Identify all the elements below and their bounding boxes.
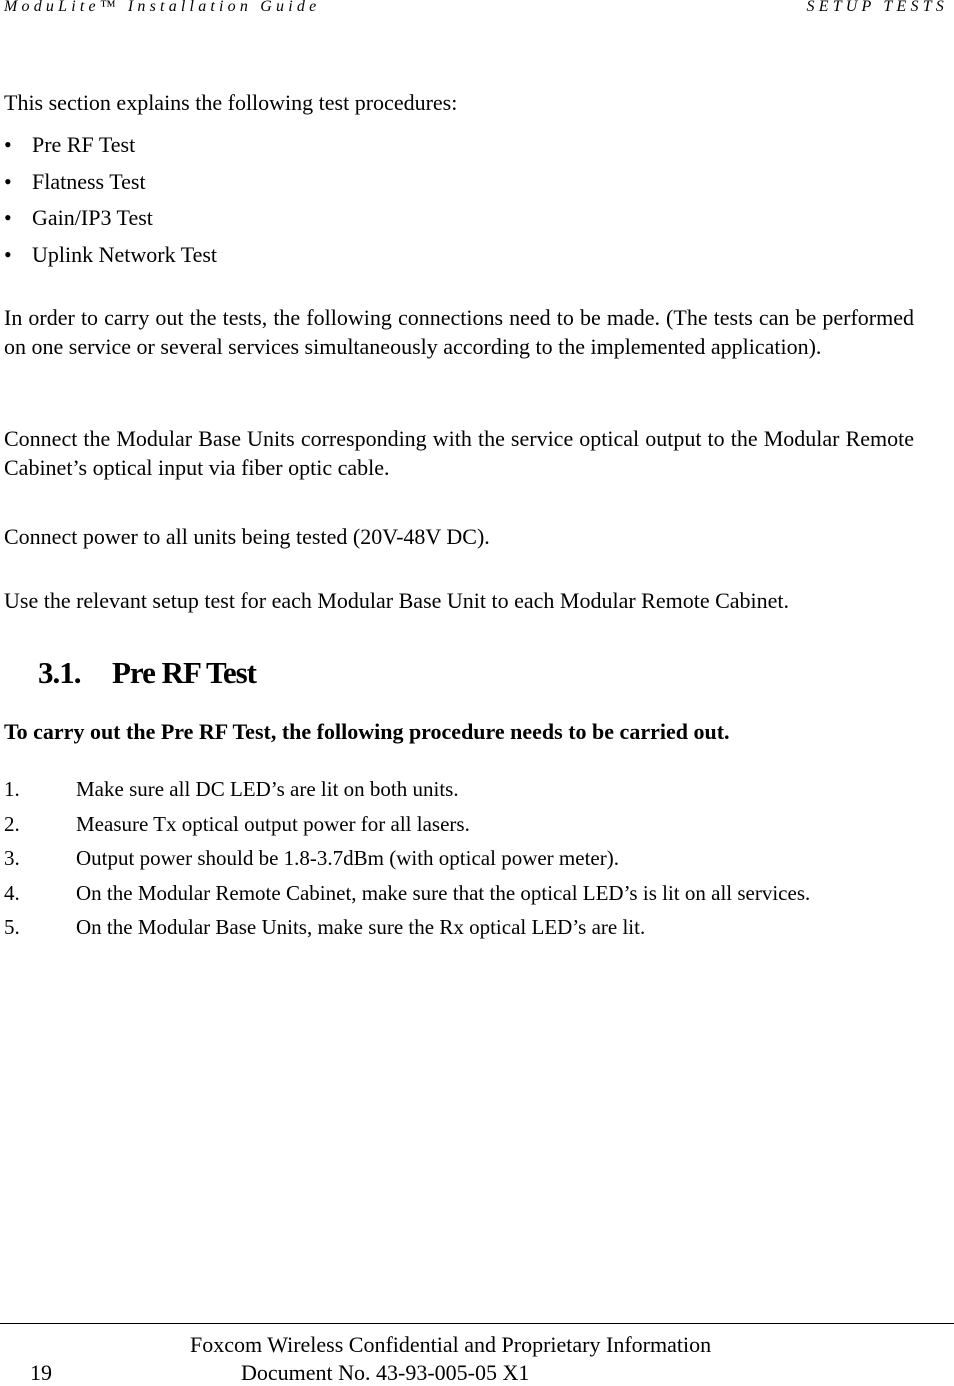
list-item bbox=[4, 844, 810, 879]
setup-paragraph: Use the relevant setup test for each Modular Base Unit to each Modular Remote Cabinet. bbox=[4, 588, 790, 613]
list-item bbox=[4, 810, 810, 845]
bullet-icon: • bbox=[4, 205, 12, 230]
procedure-lead: To carry out the Pre RF Test, the following procedure needs to be carried out. bbox=[4, 719, 730, 744]
bullet-icon: • bbox=[4, 168, 12, 194]
list-item bbox=[4, 130, 217, 167]
header-chapter-title: SETUP TESTS bbox=[806, 0, 948, 15]
bullet-icon: • bbox=[4, 241, 12, 267]
test-name: Flatness Test bbox=[32, 168, 146, 194]
step-text: On the Modular Base Units, make sure the Rx optical LED’s are lit. bbox=[76, 915, 646, 940]
power-paragraph: Connect power to all units being tested (20V-48V DC). bbox=[4, 524, 490, 549]
footer-divider bbox=[0, 1323, 954, 1324]
section-title: Pre RF Test bbox=[112, 655, 256, 690]
list-item bbox=[4, 913, 810, 948]
connections-paragraph: In order to carry out the tests, the following connections need to be made. (The tests can be performed on one service or several services simultaneously according to the implemented application). bbox=[4, 305, 914, 359]
list-item bbox=[4, 167, 217, 204]
list-item bbox=[4, 775, 810, 810]
step-text: On the Modular Remote Cabinet, make sure that the optical LED’s is lit on all services. bbox=[76, 880, 811, 905]
step-number: 2. bbox=[4, 811, 20, 836]
list-item bbox=[4, 879, 810, 914]
test-list bbox=[4, 130, 217, 276]
page-number: 19 bbox=[30, 1360, 52, 1385]
step-text: Make sure all DC LED’s are lit on both units. bbox=[76, 777, 459, 801]
header-guide-title: ModuLite™ Installation Guide bbox=[4, 0, 321, 15]
list-item bbox=[4, 240, 217, 277]
footer-confidential: Foxcom Wireless Confidential and Proprietary Information bbox=[190, 1332, 712, 1357]
bullet-icon: • bbox=[4, 132, 12, 157]
step-number: 1. bbox=[4, 777, 20, 801]
step-number: 5. bbox=[4, 915, 20, 940]
section-number: 3.1. bbox=[38, 655, 81, 690]
intro-text: This section explains the following test procedures: bbox=[4, 90, 458, 115]
section-heading bbox=[38, 655, 256, 691]
step-text: Measure Tx optical output power for all lasers. bbox=[76, 811, 470, 836]
step-number: 4. bbox=[4, 880, 20, 905]
footer-document-number: Document No. 43-93-005-05 X1 bbox=[241, 1360, 530, 1385]
step-number: 3. bbox=[4, 846, 20, 871]
procedure-steps bbox=[4, 775, 810, 948]
step-text: Output power should be 1.8-3.7dBm (with optical power meter). bbox=[76, 846, 619, 871]
test-name: Pre RF Test bbox=[32, 132, 136, 157]
test-name: Gain/IP3 Test bbox=[32, 205, 153, 230]
list-item bbox=[4, 203, 217, 240]
test-name: Uplink Network Test bbox=[32, 241, 218, 267]
connect-units-paragraph: Connect the Modular Base Units corresponding with the service optical output to the Modular Remote Cabinet’s optical input via fiber optic cable. bbox=[4, 426, 914, 480]
running-header bbox=[4, 0, 948, 20]
